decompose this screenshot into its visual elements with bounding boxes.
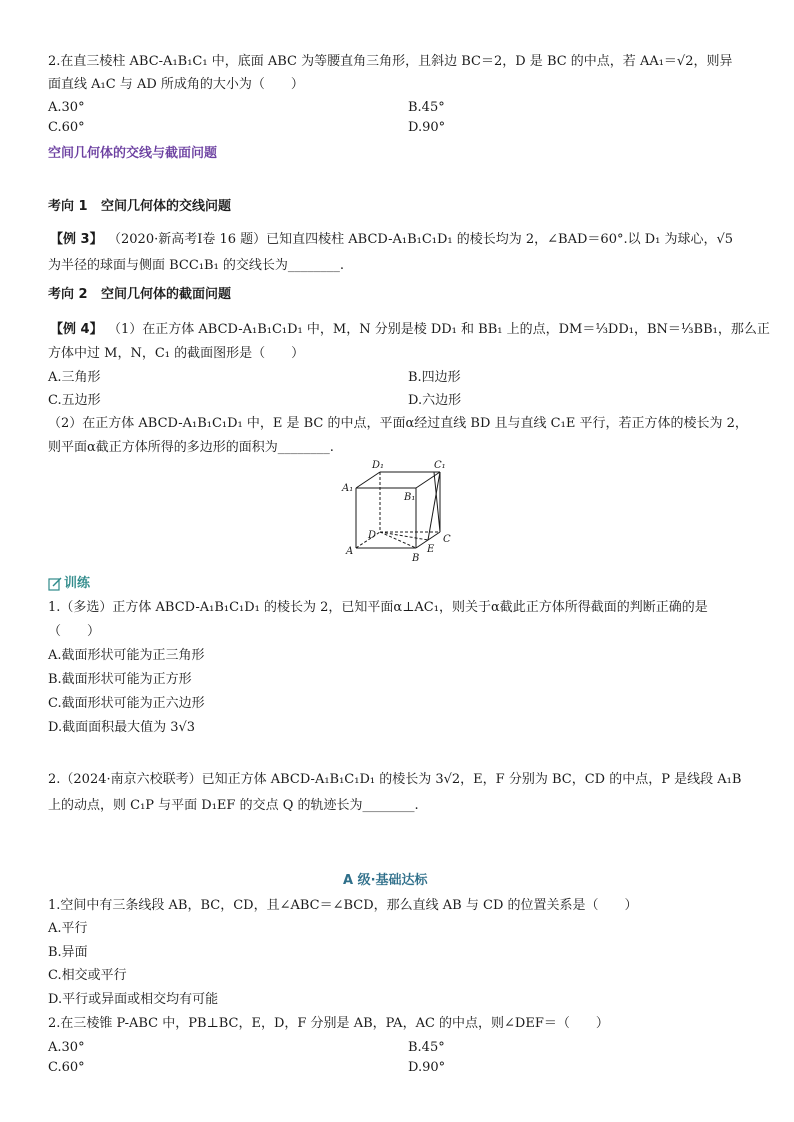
- training-q2-line2: 上的动点，则 C₁P 与平面 D₁EF 的交点 Q 的轨迹长为________.: [48, 798, 419, 813]
- q2-option-c: C.60°: [48, 120, 85, 135]
- level-a-q1-option-c: C.相交或平行: [48, 968, 127, 983]
- level-a-q2-line1: 2.在三棱锥 P-ABC 中，PB⊥BC，E，D，F 分别是 AB，PA，AC 的中点，则∠DEF＝（ ）: [48, 1016, 609, 1031]
- label-c: C: [443, 534, 451, 545]
- q2-option-d: D.90°: [408, 120, 446, 135]
- label-b1: B₁: [404, 492, 416, 503]
- label-c1: C₁: [434, 460, 446, 471]
- q2-line1: 2.在直三棱柱 ABC-A₁B₁C₁ 中，底面 ABC 为等腰直角三角形，且斜边 BC＝2，D 是 BC 的中点，若 AA₁＝√2，则异: [48, 54, 733, 69]
- example-4-part2-line2: 则平面α截正方体所得的多边形的面积为________.: [48, 440, 334, 455]
- example-3-line1: （2020·新高考Ⅰ卷 16 题）已知直四棱柱 ABCD-A₁B₁C₁D₁ 的棱长均为 2，∠BAD＝60°.以 D₁ 为球心，√5: [108, 232, 734, 247]
- level-a-q1-line1: 1.空间中有三条线段 AB，BC，CD，且∠ABC＝∠BCD，那么直线 AB 与 CD 的位置关系是（ ）: [48, 898, 638, 913]
- q2-option-a: A.30°: [48, 100, 85, 115]
- label-a: A: [346, 546, 354, 557]
- training-q1-option-c: C.截面形状可能为正六边形: [48, 696, 205, 711]
- training-q1-option-a: A.截面形状可能为正三角形: [48, 648, 205, 663]
- level-a-q2-option-b: B.45°: [408, 1040, 445, 1055]
- example-3-tag: 【例 3】: [50, 232, 103, 247]
- label-e: E: [427, 544, 435, 555]
- level-a-q2-option-a: A.30°: [48, 1040, 85, 1055]
- example-4-option-c: C.五边形: [48, 393, 101, 408]
- example-4-option-d: D.六边形: [408, 393, 462, 408]
- training-q1-line2: （ ）: [48, 624, 101, 639]
- level-a-heading: A 级·基础达标: [343, 873, 428, 888]
- training-q1-option-b: B.截面形状可能为正方形: [48, 672, 192, 687]
- example-4-line2: 方体中过 M，N，C₁ 的截面图形是（ ）: [48, 346, 305, 361]
- level-a-q1-option-b: B.异面: [48, 945, 88, 960]
- level-a-q1-option-a: A.平行: [48, 921, 88, 936]
- example-4-part2-line1: （2）在正方体 ABCD-A₁B₁C₁D₁ 中，E 是 BC 的中点，平面α经过直线 BD 且与直线 C₁E 平行，若正方体的棱长为 2，: [48, 416, 748, 431]
- example-4-option-b: B.四边形: [408, 370, 461, 385]
- cube-figure: [336, 458, 466, 566]
- level-a-q2-option-c: C.60°: [48, 1060, 85, 1075]
- training-q1-line1: 1.（多选）正方体 ABCD-A₁B₁C₁D₁ 的棱长为 2，已知平面α⊥AC₁，则关于α截此正方体所得截面的判断正确的是: [48, 600, 708, 615]
- direction-2-title: 空间几何体的截面问题: [101, 287, 232, 302]
- label-a1: A₁: [342, 483, 354, 494]
- training-heading: 训练: [64, 576, 91, 591]
- level-a-q1-option-d: D.平行或异面或相交均有可能: [48, 992, 219, 1007]
- direction-1-tag: 考向 1: [48, 199, 88, 214]
- direction-1-title: 空间几何体的交线问题: [101, 199, 232, 214]
- pencil-square-icon: [48, 577, 62, 591]
- direction-2-tag: 考向 2: [48, 287, 88, 302]
- example-4-tag: 【例 4】: [50, 322, 103, 337]
- training-q1-option-d: D.截面面积最大值为 3√3: [48, 720, 196, 735]
- label-d: D: [368, 530, 377, 541]
- example-4-option-a: A.三角形: [48, 370, 101, 385]
- training-q2-line1: 2.（2024·南京六校联考）已知正方体 ABCD-A₁B₁C₁D₁ 的棱长为 3√2，E，F 分别为 BC，CD 的中点，P 是线段 A₁B: [48, 772, 742, 787]
- q2-line2: 面直线 A₁C 与 AD 所成角的大小为（ ）: [48, 77, 304, 92]
- label-d1: D₁: [372, 460, 385, 471]
- level-a-q2-option-d: D.90°: [408, 1060, 446, 1075]
- example-4-line1: （1）在正方体 ABCD-A₁B₁C₁D₁ 中，M，N 分别是棱 DD₁ 和 BB₁ 上的点，DM＝⅓DD₁，BN＝⅓BB₁，那么正: [108, 322, 770, 337]
- section-title: 空间几何体的交线与截面问题: [48, 146, 218, 161]
- label-b: B: [412, 553, 420, 564]
- q2-option-b: B.45°: [408, 100, 445, 115]
- example-3-line2: 为半径的球面与侧面 BCC₁B₁ 的交线长为________.: [48, 258, 345, 273]
